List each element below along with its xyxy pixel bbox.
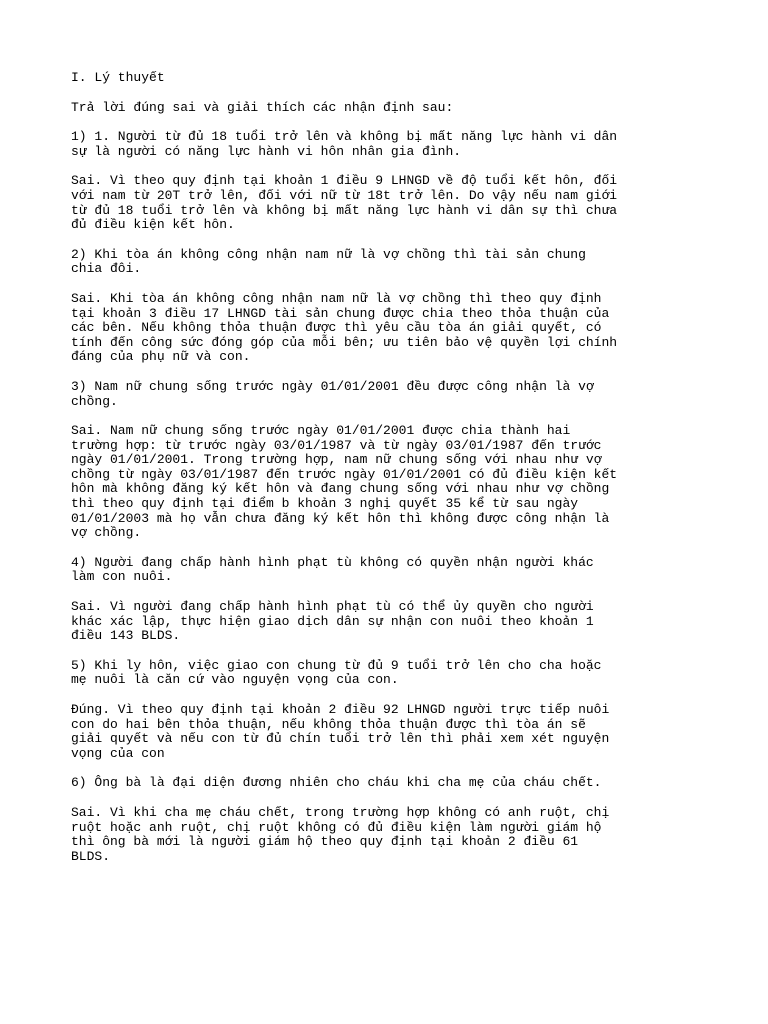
answer-line: vọng của con [71, 745, 165, 761]
answer-line: Sai. Vì người đang chấp hành hình phạt tù có thể ủy quyền cho người [71, 599, 594, 615]
question-6 [71, 776, 631, 791]
answer-1 [71, 174, 631, 232]
answer-5 [71, 703, 631, 761]
question-2 [71, 248, 631, 277]
answer-line: BLDS. [71, 848, 111, 864]
answer-line: tại khoản 3 điều 17 LHNGD tài sản chung được chia theo thỏa thuận của [71, 305, 610, 321]
answer-line: ngày 01/01/2001. Trong trường hợp, nam nữ chung sống với nhau như vợ [71, 452, 602, 468]
answer-3 [71, 424, 631, 541]
answer-line: con do hai bên thỏa thuận, nếu không thỏa thuận được thì tòa án sẽ [71, 716, 586, 732]
answer-line: Sai. Vì theo quy định tại khoản 1 điều 9 LHNGD về độ tuổi kết hôn, đối [71, 173, 618, 189]
answer-2 [71, 292, 631, 365]
answer-line: đáng của phụ nữ và con. [71, 349, 251, 365]
answer-line: chồng từ ngày 03/01/1987 đến trước ngày 01/01/2001 có đủ điều kiện kết [71, 466, 618, 482]
answer-line: 01/01/2003 mà họ vẫn chưa đăng ký kết hôn thì không được công nhận là [71, 510, 610, 526]
question-line: chồng. [71, 393, 118, 409]
answer-line: Đúng. Vì theo quy định tại khoản 2 điều 92 LHNGD người trực tiếp nuôi [71, 702, 610, 717]
question-line: 2) Khi tòa án không công nhận nam nữ là vợ chồng thì tài sản chung [71, 246, 586, 262]
question-line: 1) 1. Người từ đủ 18 tuổi trở lên và không bị mất năng lực hành vi dân [71, 129, 618, 145]
question-4 [71, 556, 631, 585]
section-heading: I. Lý thuyết [71, 70, 165, 85]
question-line: mẹ nuôi là căn cứ vào nguyện vọng của con. [71, 672, 399, 688]
instruction-text: Trả lời đúng sai và giải thích các nhận định sau: [71, 99, 454, 115]
question-5 [71, 659, 631, 688]
answer-line: Sai. Vì khi cha mẹ cháu chết, trong trường hợp không có anh ruột, chị [71, 804, 610, 820]
answer-line: từ đủ 18 tuổi trở lên và không bị mất năng lực hành vi dân sự thì chưa [71, 202, 618, 218]
question-line: sự là người có năng lực hành vi hôn nhân gia đình. [71, 143, 462, 159]
answer-line: với nam từ 20T trở lên, đối với nữ từ 18t trở lên. Do vậy nếu nam giới [71, 187, 618, 203]
answer-6 [71, 806, 631, 864]
answer-line: Sai. Nam nữ chung sống trước ngày 01/01/2001 được chia thành hai [71, 423, 571, 439]
question-line: làm con nuôi. [71, 569, 173, 585]
answer-line: khác xác lập, thực hiện giao dịch dân sự nhận con nuôi theo khoản 1 [71, 613, 594, 629]
answer-line: điều 143 BLDS. [71, 628, 181, 644]
answer-line: hôn mà không đăng ký kết hôn và đang chung sống với nhau như vợ chồng [71, 481, 610, 497]
answer-line: Sai. Khi tòa án không công nhận nam nữ là vợ chồng thì theo quy định [71, 290, 602, 306]
answer-line: thì theo quy định tại điểm b khoản 3 nghị quyết 35 kể từ sau ngày [71, 496, 579, 512]
question-line: 5) Khi ly hôn, việc giao con chung từ đủ 9 tuổi trở lên cho cha hoặc [71, 657, 602, 673]
answer-line: giải quyết và nếu con từ đủ chín tuổi trở lên thì phải xem xét nguyện [71, 731, 610, 747]
answer-line: đủ điều kiện kết hôn. [71, 217, 235, 233]
answer-line: tính đến công sức đóng góp của mỗi bên; ưu tiên bảo vệ quyền lợi chính [71, 334, 618, 350]
question-3 [71, 380, 631, 409]
question-line: 6) Ông bà là đại diện đương nhiên cho cháu khi cha mẹ của cháu chết. [71, 775, 602, 791]
question-line: 3) Nam nữ chung sống trước ngày 01/01/2001 đều được công nhận là vợ [71, 378, 594, 394]
question-1 [71, 130, 631, 159]
question-line: chia đôi. [71, 261, 142, 277]
answer-line: thì ông bà mới là người giám hộ theo quy định tại khoản 2 điều 61 [71, 834, 579, 850]
document-page [71, 71, 631, 879]
answer-line: các bên. Nếu không thỏa thuận được thì yêu cầu tòa án giải quyết, có [71, 320, 602, 336]
answer-line: vợ chồng. [71, 525, 142, 541]
question-line: 4) Người đang chấp hành hình phạt tù không có quyền nhận người khác [71, 554, 594, 570]
qa-list [71, 130, 631, 864]
answer-line: trường hợp: từ trước ngày 03/01/1987 và từ ngày 03/01/1987 đến trước [71, 437, 602, 453]
answer-4 [71, 600, 631, 644]
answer-line: ruột hoặc anh ruột, chị ruột không có đủ điều kiện làm người giám hộ [71, 819, 602, 835]
